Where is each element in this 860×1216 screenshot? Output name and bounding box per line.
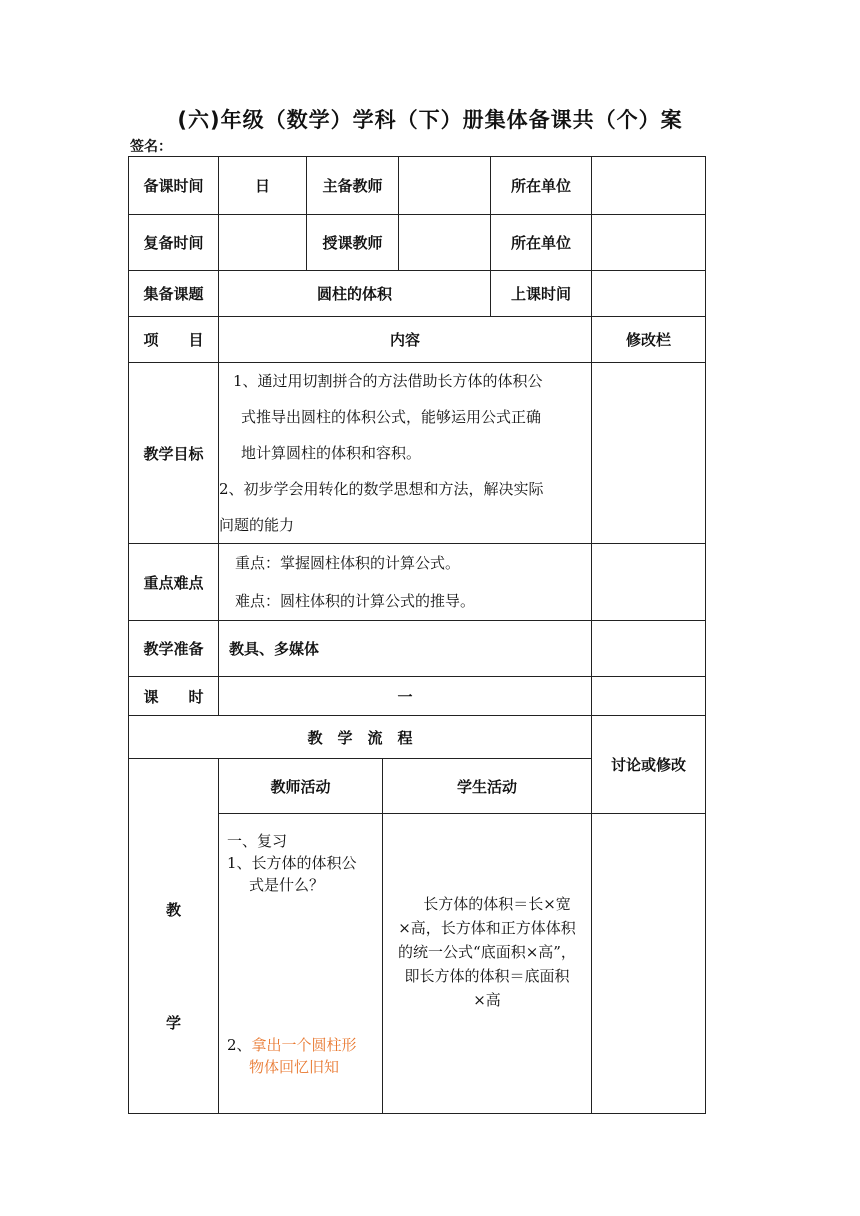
prep-time-label: 备课时间	[129, 157, 219, 215]
main-teacher-value	[399, 157, 491, 215]
question-2-prefix: 2、	[227, 1036, 252, 1055]
teaching-teacher-value	[399, 215, 491, 271]
table-row	[129, 677, 706, 716]
main-teacher-label: 主备教师	[307, 157, 399, 215]
table-row	[129, 317, 706, 363]
student-activity-content	[383, 814, 592, 1114]
review-time-label: 复备时间	[129, 215, 219, 271]
key-revision	[592, 544, 706, 621]
periods-revision	[592, 677, 706, 716]
table-row	[129, 157, 706, 215]
topic-label: 集备课题	[129, 271, 219, 317]
topic-value: 圆柱的体积	[219, 271, 491, 317]
difficulty-point: 难点：圆柱体积的计算公式的推导。	[235, 592, 476, 610]
goal-2-line: 2、初步学会用转化的数学思想和方法，解决实际	[219, 480, 544, 498]
goals-content	[219, 363, 592, 544]
unit-value-1	[592, 157, 706, 215]
content-label: 内容	[219, 317, 592, 363]
class-time-value	[592, 271, 706, 317]
student-line: 的统一公式“底面积×高”，	[398, 943, 576, 962]
periods-label: 课 时	[129, 677, 219, 716]
goal-2-line: 问题的能力	[219, 516, 295, 534]
page-title: (六)年级（数学）学科（下）册集体备课共（个）案	[177, 108, 683, 132]
item-label: 项 目	[129, 317, 219, 363]
question-2-line: 物体回忆旧知	[249, 1058, 340, 1077]
question-1-line: 式是什么？	[249, 876, 325, 895]
student-activity-label: 学生活动	[383, 759, 592, 814]
table-row	[129, 271, 706, 317]
goals-label: 教学目标	[129, 363, 219, 544]
xue-char: 学	[165, 1014, 181, 1032]
key-label: 重点难点	[129, 544, 219, 621]
goal-1-line: 式推导出圆柱的体积公式，能够运用公式正确	[241, 408, 542, 426]
jiao-char: 教	[165, 901, 181, 919]
signature-label: 签名：	[130, 139, 172, 155]
question-2-text: 拿出一个圆柱形	[251, 1036, 357, 1055]
flow-label: 教 学 流 程	[129, 716, 592, 759]
question-2-line	[227, 1034, 376, 1056]
student-line: 即长方体的体积＝底面积	[404, 967, 570, 986]
table-row	[129, 215, 706, 271]
goal-1-line: 地计算圆柱的体积和容积。	[241, 444, 422, 462]
prep-value: 教具、多媒体	[219, 621, 592, 677]
discuss-cell	[592, 814, 706, 1114]
periods-value: 一	[219, 677, 592, 716]
unit-label-2: 所在单位	[491, 215, 592, 271]
prep-revision	[592, 621, 706, 677]
table-row	[129, 363, 706, 544]
lesson-plan-table	[128, 156, 706, 1114]
prep-label: 教学准备	[129, 621, 219, 677]
key-point: 重点：掌握圆柱体积的计算公式。	[235, 554, 461, 572]
key-content	[219, 544, 592, 621]
teaching-teacher-label: 授课教师	[307, 215, 399, 271]
teacher-activity-content	[219, 814, 383, 1114]
table-row	[129, 621, 706, 677]
class-time-label: 上课时间	[491, 271, 592, 317]
unit-value-2	[592, 215, 706, 271]
teacher-activity-label: 教师活动	[219, 759, 383, 814]
review-heading: 一、复习	[227, 832, 288, 851]
discuss-label: 讨论或修改	[592, 716, 706, 814]
prep-time-value: 日	[219, 157, 307, 215]
student-line: ×高	[473, 991, 501, 1010]
student-line: ×高，长方体和正方体体积	[398, 919, 576, 938]
unit-label-1: 所在单位	[491, 157, 592, 215]
question-1-line: 1、长方体的体积公	[227, 854, 357, 873]
review-time-value	[219, 215, 307, 271]
revision-label: 修改栏	[592, 317, 706, 363]
stage-label	[129, 759, 219, 1114]
goals-revision	[592, 363, 706, 544]
table-row	[129, 544, 706, 621]
student-line: 长方体的体积＝长×宽	[423, 895, 571, 914]
table-row	[129, 716, 706, 759]
goal-1-line: 1、通过用切割拼合的方法借助长方体的体积公	[233, 372, 543, 390]
